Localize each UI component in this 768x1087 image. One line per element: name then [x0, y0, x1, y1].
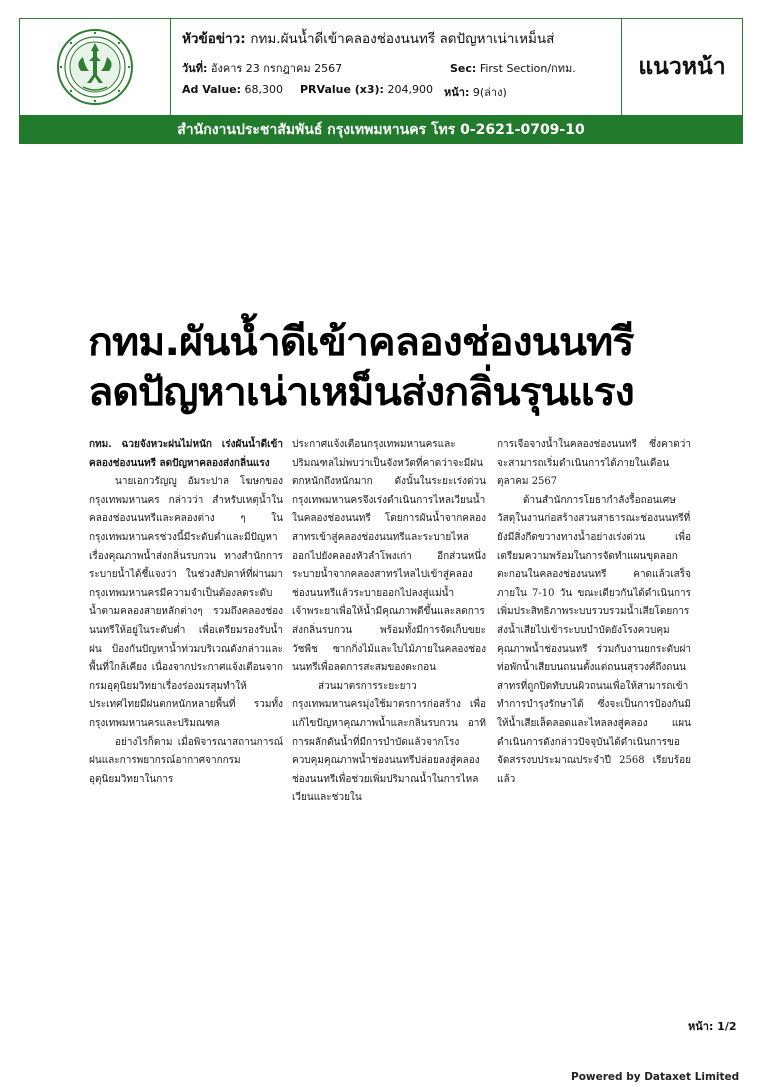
date-value: อังคาร 23 กรกฎาคม 2567 [210, 62, 343, 75]
date-label: วันที่: [182, 62, 208, 75]
article-paragraph: ส่วนมาตรการระยะยาว กรุงเทพมหานครมุ่งใช้มาตรการก่อสร้าง เพื่อแก้ไขปัญหาคุณภาพน้ำและกลิ่นรบกวน อาทิ การผลักดันน้ำที่มีการบำบัดแล้วจากโรงควบคุมคุณภาพน้ำช่องนนทรีปล่อยลงสู่คลองช่องนนทรีเพื่อช่วยเพิ่มปริมาณน้ำในการไหลเวียนและช่วยใน [292, 680, 486, 804]
news-title-line [182, 27, 609, 49]
headline-line-2: ลดปัญหาเน่าเหม็นส่งกลิ่นรุนแรง [88, 370, 634, 415]
page-number: หน้า: 1/2 [688, 1020, 737, 1033]
meta-cell [170, 19, 622, 115]
value-row [182, 83, 609, 97]
date-row [182, 59, 609, 73]
bangkok-metropolitan-seal-icon [55, 27, 135, 107]
article-lead: กทม. ฉวยจังหวะฝนไม่หนัก เร่งผันน้ำดีเข้าคลองช่องนนทรี ลดปัญหาคลองส่งกลิ่นแรง [89, 439, 283, 469]
sec-group [450, 59, 576, 77]
article-paragraph: อย่างไรก็ตาม เมื่อพิจารณาสถานการณ์ฝนและการพยากรณ์อากาศจากกรมอุตุนิยมวิทยาในการ [89, 736, 283, 785]
article-paragraph: ด้านสำนักการโยธากำลังรื้อถอนเศษวัสดุในงานก่อสร้างสวนสาธารณะช่องนนทรีที่ยังมีสิ่งกีดขวางทางน้ำอย่างเร่งด่วน เพื่อเตรียมความพร้อมในการจัดทำแผนขุดลอกตะกอนในคลองช่องนนทรี คาดแล้วเสร็จภายใน 7-10 วัน ขณะเดียวกันได้ดำเนินการเพิ่มประสิทธิภาพระบบรวบรวมน้ำเสียโดยการส่งน้ำเสียไปเข้าระบบบำบัดยังโรงควบคุมคุณภาพน้ำช่องนนทรี ร่วมกับงานยกระดับฝาท่อพักน้ำเสียบนถนนตั้งแต่ถนนสุรวงศ์ถึงถนนสาทรที่ถูกปิดทับบนผิวถนนเพื่อให้สามารถเข้าทำการบำรุงรักษาได้ ซึ่งจะเป็นการป้องกันมิให้น้ำเสียเล็ดลอดและไหลลงสู่คลอง แผนดำเนินการดังกล่าวปัจจุบันได้ดำเนินการขอจัดสรรงบประมาณประจำปี 2568 เรียบร้อยแล้ว [497, 494, 691, 785]
page-label: หน้า: [444, 86, 470, 99]
ad-value-label: Ad Value: [182, 83, 242, 96]
office-contact-bar: สำนักงานประชาสัมพันธ์ กรุงเทพมหานคร โทร 0-2621-0709-10 [19, 115, 743, 144]
article-column-3 [497, 436, 691, 789]
article-paragraph: นายเอกวรัญญู อัมระปาล โฆษกของกรุงเทพมหานคร กล่าวว่า สำหรับเหตุน้ำในคลองช่องนนทรีและคลองต่าง ๆ ในกรุงเทพมหานครช่วงนี้มีระดับต่ำและมีปัญหาเรื่องคุณภาพน้ำส่งกลิ่นรบกวน ทางสำนักการระบายน้ำได้ชี้แจงว่า ในช่วงสัปดาห์ที่ผ่านมากรุงเทพมหานครมีความจำเป็นต้องลดระดับน้ำตามคลองสายหลักต่างๆ รวมถึงคลองช่องนนทรีให้อยู่ในระดับต่ำ เพื่อเตรียมรองรับน้ำฝน ป้องกันปัญหาน้ำท่วมบริเวณดังกล่าวและพื้นที่ใกล้เคียง เนื่องจากประกาศแจ้งเตือนจากกรมอุตุนิยมวิทยาเรื่องร่องมรสุมทำให้ประเทศไทยมีฝนตกหนักหลายพื้นที่ รวมทั้งกรุงเทพมหานครและปริมณฑล [89, 476, 283, 729]
headline-line-1: กทม.ผันน้ำดีเข้าคลองช่องนนทรี [88, 320, 634, 365]
powered-by: Powered by Dataxet Limited [571, 1071, 740, 1083]
clipping-header [19, 18, 743, 144]
pr-value-group [300, 83, 433, 96]
title-label: หัวข้อข่าว: [182, 31, 246, 47]
article-column-2 [292, 436, 486, 808]
sec-label: Sec: [450, 62, 477, 75]
title-value: กทม.ผันน้ำดีเข้าคลองช่องนนทรี ลดปัญหาเน่าเหม็นส่ [250, 31, 555, 47]
page-group [444, 83, 507, 101]
article-paragraph: การเจือจางน้ำในคลองช่องนนทรี ซึ่งคาดว่าจะสามารถเริ่มดำเนินการได้ภายในเดือนตุลาคม 2567 [497, 439, 691, 488]
pr-value-label: PRValue (x3): [300, 83, 384, 96]
newspaper-name: แนวหน้า [638, 53, 726, 79]
article-column-1 [89, 436, 283, 789]
ad-value: 68,300 [244, 83, 284, 96]
article-headline [88, 318, 735, 418]
logo-cell [20, 19, 171, 115]
page-value: 9(ล่าง) [472, 86, 507, 99]
pr-value: 204,900 [387, 83, 433, 96]
article-paragraph: ประกาศแจ้งเตือนกรุงเทพมหานครและปริมณฑลไม่พบว่าเป็นจังหวัดที่คาดว่าจะมีฝนตกหนักถึงหนักมาก ดังนั้นในระยะเร่งด่วนกรุงเทพมหานครจึงเร่งดำเนินการไหลเวียนน้ำในคลองช่องนนทรี โดยการผันน้ำจากคลองสาทรเข้าสู่คลองช่องนนทรีและระบายไหลออกไปยังคลองหัวลำโพงเก่า อีกส่วนหนึ่งระบายน้ำจากคลองสาทรไหลไปเข้าสู่คลองช่องนนทรีแล้วระบายออกไปลงสู่แม่น้ำเจ้าพระยาเพื่อให้น้ำมีคุณภาพดีขึ้นและลดการส่งกลิ่นรบกวน พร้อมทั้งมีการจัดเก็บขยะ วัชพืช ซากกิ่งไม้และใบไม้ภายในคลองช่องนนทรีเพื่อลดการสะสมของตะกอน [292, 439, 486, 674]
sec-value: First Section/กทม. [479, 62, 576, 75]
